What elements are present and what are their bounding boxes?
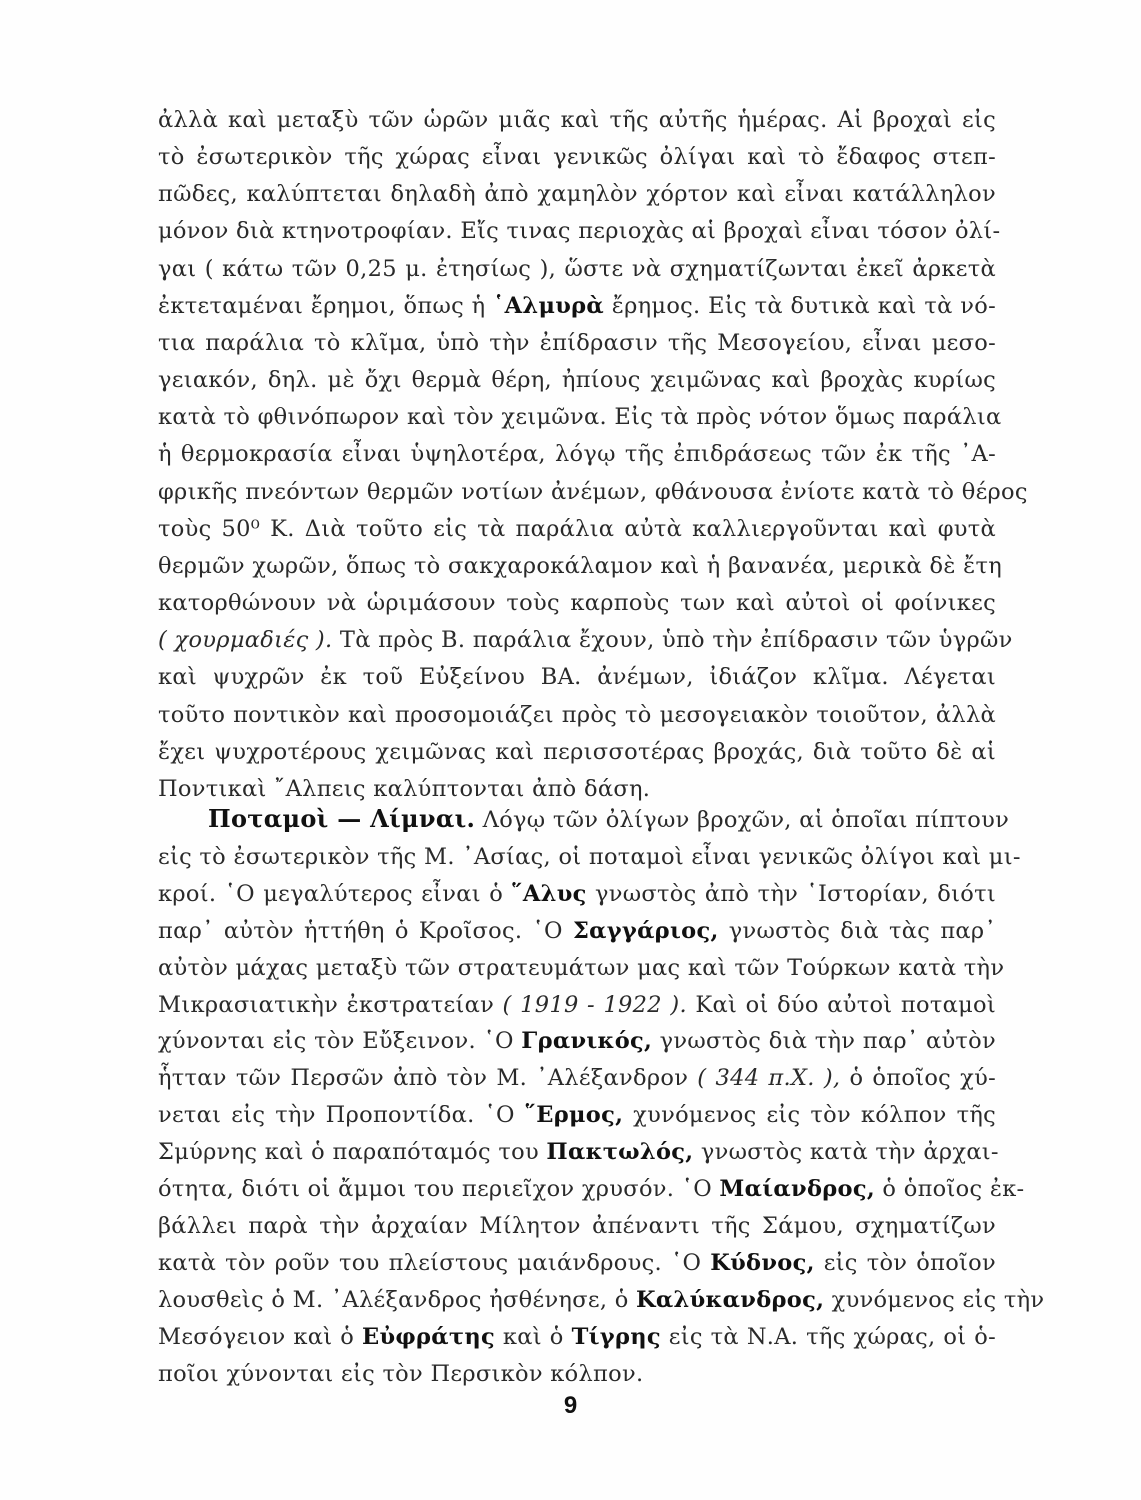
text-line xyxy=(158,1319,996,1356)
text-line: τοὺς 50⁰ Κ. Διὰ τοῦτο εἰς τὰ παράλια αὐτὰ καλλιεργοῦνται καὶ φυτὰ xyxy=(158,515,996,542)
text-line xyxy=(158,1134,999,1171)
text-line xyxy=(158,1060,996,1097)
text-segment: Λόγῳ τῶν ὀλίγων βροχῶν, αἱ ὁποῖαι πίπτουν xyxy=(475,807,1010,833)
text-segment: Σμύρνης καὶ ὁ παραπόταμός του xyxy=(158,1139,547,1166)
text-segment: ὁ ὁποῖος ἐκ- xyxy=(874,1176,1025,1203)
text-segment: ὁ ὁποῖος χύ- xyxy=(840,1065,996,1092)
text-line: κατὰ τὸ φθινόπωρον καὶ τὸν χειμῶνα. Εἰς τὰ πρὸς νότον ὅμως παράλια xyxy=(158,404,1002,431)
river-name-ermos: ῞Ερμος, xyxy=(524,1102,624,1129)
text-line: γαι ( κάτω τῶν 0,25 μ. ἐτησίως ), ὥστε νὰ σχηματίζωνται ἐκεῖ ἀρκετὰ xyxy=(158,255,996,282)
text-line xyxy=(158,876,996,913)
text-line: τὸ ἐσωτερικὸν τῆς χώρας εἶναι γενικῶς ὀλίγαι καὶ τὸ ἔδαφος στεπ- xyxy=(158,144,996,171)
river-name-sangarios: Σαγγάριος, xyxy=(572,917,719,944)
text-segment: χυνόμενος εἰς τὸν κόλπον τῆς xyxy=(623,1102,996,1129)
text-segment: Μικρασιατικὴν ἐκστρατείαν xyxy=(158,991,503,1018)
text-line: κατορθώνουν νὰ ὡριμάσουν τοὺς καρποὺς των καὶ αὐτοὶ οἱ φοίνικες xyxy=(158,590,996,617)
text-line: ποῖοι χύνονται εἰς τὸν Περσικὸν κόλπον. xyxy=(158,1360,644,1387)
text-line: εἰς τὸ ἐσωτερικὸν τῆς Μ. ᾿Ασίας, οἱ ποταμοὶ εἶναι γενικῶς ὀλίγοι καὶ μι- xyxy=(158,843,1021,870)
river-name-granikos: Γρανικός, xyxy=(521,1028,653,1055)
paragraph-rivers-lakes xyxy=(158,801,1045,1393)
text-line: τοῦτο ποντικὸν καὶ προσομοιάζει πρὸς τὸ μεσογειακὸν τοιοῦτον, ἀλλὰ xyxy=(158,701,996,728)
text-segment: καὶ ὁ xyxy=(495,1323,572,1350)
text-line xyxy=(158,1023,996,1060)
text-segment: γνωστὸς διὰ τὰς παρ᾿ xyxy=(718,917,996,944)
text-segment: Τὰ πρὸς Β. παράλια ἔχουν, ὑπὸ τὴν ἐπίδρασιν τῶν ὑγρῶν xyxy=(332,627,1013,654)
text-segment: λουσθεὶς ὁ Μ. ᾿Αλέξανδρος ἠσθένησε, ὁ xyxy=(158,1286,637,1313)
text-line: πῶδες, καλύπτεται δηλαδὴ ἀπὸ χαμηλὸν χόρτον καὶ εἶναι κατάλληλον xyxy=(158,181,996,208)
river-name-maiandros: Μαίανδρος, xyxy=(719,1176,875,1203)
text-segment: ἔρημος. Εἰς τὰ δυτικὰ καὶ τὰ νό- xyxy=(604,292,996,319)
text-line: αὐτὸν μάχας μεταξὺ τῶν στρατευμάτων μας καὶ τῶν Τούρκων κατὰ τὴν xyxy=(158,954,1005,981)
text-segment: γνωστὸς ἀπὸ τὴν ῾Ιστορίαν, διότι xyxy=(586,880,996,907)
text-segment: γνωστὸς κατὰ τὴν ἀρχαι- xyxy=(693,1139,999,1166)
italic-dates: ( 1919 - 1922 ). xyxy=(502,991,687,1018)
text-line xyxy=(158,987,996,1024)
text-line xyxy=(158,1171,1025,1208)
text-line: ἡ θερμοκρασία εἶναι ὑψηλοτέρα, λόγῳ τῆς ἐπιδράσεως τῶν ἐκ τῆς ᾿Α- xyxy=(158,441,996,468)
text-line xyxy=(158,913,996,950)
text-segment: κατὰ τὸν ροῦν του πλείστους μαιάνδρους. ῾Ο xyxy=(158,1249,711,1276)
text-line: φρικῆς πνεόντων θερμῶν νοτίων ἀνέμων, φθάνουσα ἐνίοτε κατὰ τὸ θέρος xyxy=(158,478,1028,505)
text-line: τια παράλια τὸ κλῖμα, ὑπὸ τὴν ἐπίδρασιν τῆς Μεσογείου, εἶναι μεσο- xyxy=(158,329,996,356)
text-line: βάλλει παρὰ τὴν ἀρχαίαν Μίλητον ἀπέναντι τῆς Σάμου, σχηματίζων xyxy=(158,1212,996,1239)
text-line: γειακόν, δηλ. μὲ ὄχι θερμὰ θέρη, ἠπίους χειμῶνας καὶ βροχὰς κυρίως xyxy=(158,367,996,394)
text-line: ἔχει ψυχροτέρους χειμῶνας καὶ περισσοτέρας βροχάς, διὰ τοῦτο δὲ αἱ xyxy=(158,738,996,765)
paragraph-climate xyxy=(158,102,1028,808)
text-segment: παρ᾿ αὐτὸν ἡττήθη ὁ Κροῖσος. ῾Ο xyxy=(158,917,573,944)
text-line xyxy=(158,288,996,325)
text-line: θερμῶν χωρῶν, ὅπως τὸ σακχαροκάλαμον καὶ ἡ βανανέα, μερικὰ δὲ ἔτη xyxy=(158,552,1003,579)
river-name-kydnos: Κύδνος, xyxy=(710,1249,815,1276)
text-segment: κροί. ῾Ο μεγαλύτερος εἶναι ὁ xyxy=(158,880,512,907)
text-line xyxy=(158,1282,1045,1319)
italic-date: ( 344 π.Χ. ), xyxy=(697,1065,841,1092)
section-heading: Ποταμοὶ — Λίμναι. xyxy=(208,804,476,833)
text-segment: ότητα, διότι οἱ ἄμμοι του περιεῖχον χρυσόν. ῾Ο xyxy=(158,1176,720,1203)
italic-term: ( χουρμαδιές ). xyxy=(158,627,333,654)
text-segment: εἰς τὰ Ν.Α. τῆς χώρας, οἱ ὁ- xyxy=(660,1323,996,1350)
text-segment: χυνόμενος εἰς τὴν xyxy=(824,1286,1045,1313)
text-segment: νεται εἰς τὴν Προποντίδα. ῾Ο xyxy=(158,1102,525,1129)
text-line xyxy=(158,801,1010,839)
text-line: Ποντικαὶ ῎Αλπεις καλύπτονται ἀπὸ δάση. xyxy=(158,775,651,802)
text-segment: χύνονται εἰς τὸν Εὔξεινον. ῾Ο xyxy=(158,1028,522,1055)
river-name-alys: ῞Αλυς xyxy=(511,880,587,907)
text-line: ἀλλὰ καὶ μεταξὺ τῶν ὡρῶν μιᾶς καὶ τῆς αὐτῆς ἡμέρας. Αἱ βροχαὶ εἰς xyxy=(158,107,996,133)
text-line xyxy=(158,1097,996,1134)
text-line xyxy=(158,622,1013,659)
river-name-eufratis: Εὐφράτης xyxy=(362,1323,495,1350)
text-segment: Μεσόγειον καὶ ὁ xyxy=(158,1323,362,1350)
text-line: καὶ ψυχρῶν ἐκ τοῦ Εὐξείνου ΒΑ. ἀνέμων, ἰδιάζον κλῖμα. Λέγεται xyxy=(158,664,996,691)
river-name-paktolos: Πακτωλός, xyxy=(546,1139,694,1166)
text-segment: Καὶ οἱ δύο αὐτοὶ ποταμοὶ xyxy=(686,991,996,1018)
place-name-almyra: ῾Αλμυρὰ xyxy=(493,292,605,319)
text-line: μόνον διὰ κτηνοτροφίαν. Εἴς τινας περιοχὰς αἱ βροχαὶ εἶναι τόσον ὀλί- xyxy=(158,218,1001,245)
text-segment: ἐκτεταμέναι ἔρημοι, ὅπως ἡ xyxy=(158,292,494,319)
text-segment: ἧτταν τῶν Περσῶν ἀπὸ τὸν Μ. ᾿Αλέξανδρον xyxy=(158,1065,698,1092)
text-segment: εἰς τὸν ὁποῖον xyxy=(814,1249,996,1276)
text-line xyxy=(158,1245,996,1282)
river-name-kalykandros: Καλύκανδρος, xyxy=(636,1286,825,1313)
page-number: 9 xyxy=(563,1392,578,1419)
text-segment: γνωστὸς διὰ τὴν παρ᾿ αὐτὸν xyxy=(652,1028,996,1055)
river-name-tigris: Τίγρης xyxy=(571,1323,661,1350)
